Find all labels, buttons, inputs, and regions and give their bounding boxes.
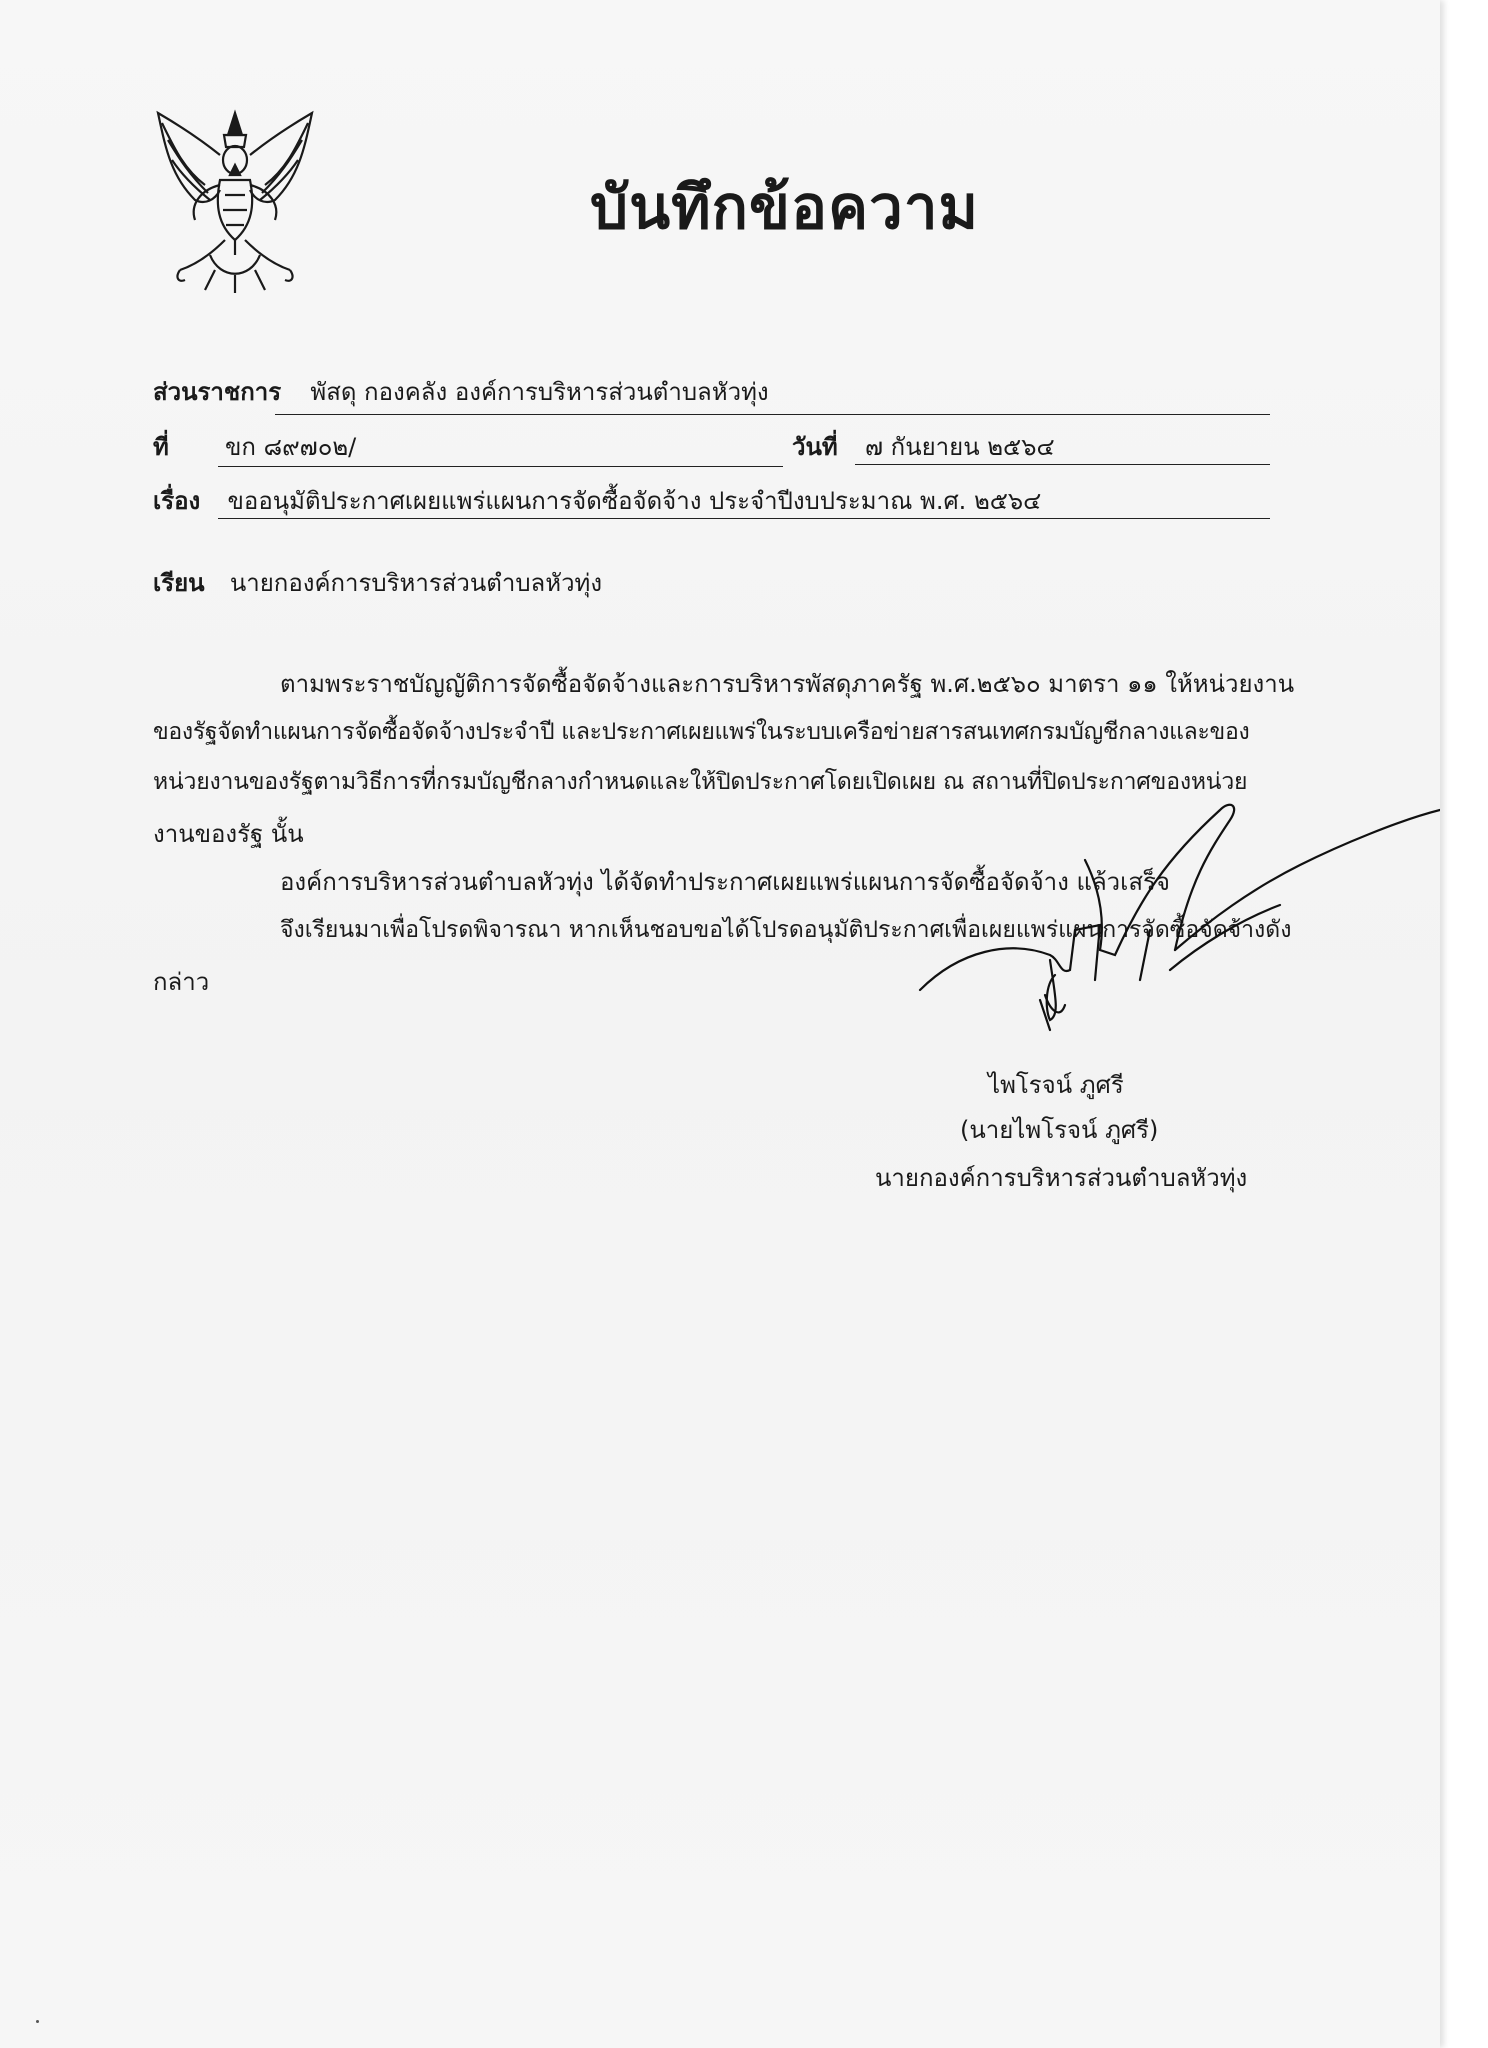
subject-underline (218, 518, 1270, 519)
body-line: กล่าว (153, 968, 210, 996)
handwritten-signature-icon (900, 780, 1440, 1040)
date-underline (855, 464, 1270, 465)
body-line: งานของรัฐ นั้น (153, 820, 304, 848)
signer-full-name: (นายไพโรจน์ ภูศรี) (960, 1116, 1159, 1144)
agency-underline (275, 414, 1270, 415)
ref-underline (218, 466, 783, 467)
date-field (792, 427, 1055, 466)
garuda-emblem-icon (150, 105, 320, 295)
body-line: ของรัฐจัดทำแผนการจัดซื้อจัดจ้างประจำปี และประกาศเผยแพร่ในระบบเครือข่ายสารสนเทศกรมบัญชีกลางและของ (153, 719, 1250, 745)
ref-label: ที่ (153, 433, 169, 461)
scan-speck (36, 2020, 39, 2023)
addressee-label: เรียน (153, 569, 205, 597)
ref-value: ขก ๘๙๗๐๒/ (225, 433, 357, 461)
agency-field (153, 372, 769, 411)
body-line: หน่วยงานของรัฐตามวิธีการที่กรมบัญชีกลางกำหนดและให้ปิดประกาศโดยเปิดเผย ณ สถานที่ปิดประกาศของหน่วย (153, 769, 1248, 795)
agency-label: ส่วนราชการ (153, 378, 282, 406)
subject-value: ขออนุมัติประกาศเผยแพร่แผนการจัดซื้อจัดจ้าง ประจำปีงบประมาณ พ.ศ. ๒๕๖๔ (227, 487, 1042, 515)
subject-label: เรื่อง (153, 487, 201, 515)
ref-field (153, 427, 169, 466)
document-title: บันทึกข้อความ (590, 173, 980, 243)
body-line: ตามพระราชบัญญัติการจัดซื้อจัดจ้างและการบริหารพัสดุภาครัฐ พ.ศ.๒๕๖๐ มาตรา ๑๑ ให้หน่วยงาน (280, 670, 1295, 698)
addressee-field (153, 563, 602, 602)
subject-field (153, 481, 1041, 520)
signer-position: นายกองค์การบริหารส่วนตำบลหัวทุ่ง (875, 1164, 1248, 1192)
signer-name: ไพโรจน์ ภูศรี (988, 1071, 1124, 1099)
date-value: ๗ กันยายน ๒๕๖๔ (864, 433, 1055, 461)
agency-value: พัสดุ กองคลัง องค์การบริหารส่วนตำบลหัวทุ่ง (310, 378, 769, 406)
body-line: องค์การบริหารส่วนตำบลหัวทุ่ง ได้จัดทำประกาศเผยแพร่แผนการจัดซื้อจัดจ้าง แล้วเสร็จ (280, 868, 1170, 896)
date-label: วันที่ (792, 433, 838, 461)
addressee-value: นายกองค์การบริหารส่วนตำบลหัวทุ่ง (229, 569, 603, 597)
body-line: จึงเรียนมาเพื่อโปรดพิจารณา หากเห็นชอบขอได้โปรดอนุมัติประกาศเพื่อเผยแพร่แผนการจัดซื้อจัดจ้างดัง (280, 917, 1292, 943)
